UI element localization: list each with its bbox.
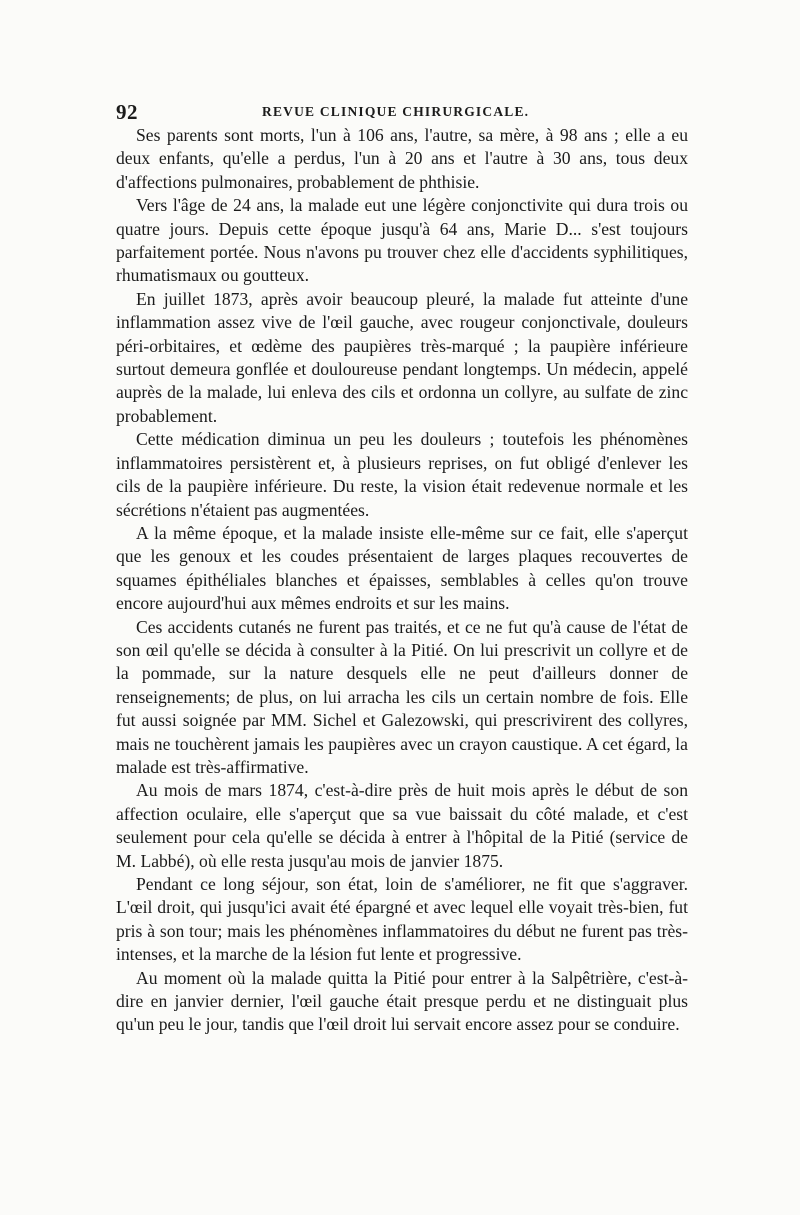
- paragraph-medication: Cette médication diminua un peu les douleurs ; toutefois les phénomènes inflammatoires persistèrent et, à plusieurs reprises, on fut obligé d'enlever les cils de la paupière inférieure. Du reste, la vision était redevenue normale et les sécrétions n'étaient pas augmentées.: [116, 429, 688, 520]
- paragraph-cutaneous-accidents: Ces accidents cutanés ne furent pas traités, et ce ne fut qu'à cause de l'état de son œil qu'elle se décida à consulter à la Pitié. On lui prescrivit un collyre et de la pommade, sur la nature desquels elle ne peut d'ailleurs donner de renseignements; de plus, on lui arracha les cils un certain nombre de fois. Elle fut aussi soignée par MM. Sichel et Galezowski, qui prescrivirent des collyres, mais ne touchèrent jamais les paupières avec un crayon caustique. A cet égard, la malade est très-affirmative.: [116, 616, 688, 777]
- running-title: REVUE CLINIQUE CHIRURGICALE.: [262, 104, 530, 119]
- paragraph-july-1873: En juillet 1873, après avoir beaucoup pleuré, la malade fut atteinte d'une inflammation assez vive de l'œil gauche, avec rougeur conjonctivale, douleurs péri-orbitaires, et œdème des paupières très-marqué ; la paupière inférieure surtout demeura gonflée et douloureuse pendant longtemps. Un médecin, appelé auprès de la malade, lui enleva des cils et ordonna un collyre, au sulfate de zinc probablement.: [116, 288, 688, 426]
- book-page: [116, 0, 688, 1215]
- body-text: [116, 124, 688, 1037]
- page-header: [116, 100, 688, 124]
- paragraph-salpetriere: Au moment où la malade quitta la Pitié pour entrer à la Salpêtrière, c'est-à-dire en janvier dernier, l'œil gauche était presque perdu et ne distinguait plus qu'un peu le jour, tandis que l'œil droit lui servait encore assez pour se conduire.: [116, 967, 688, 1035]
- paragraph-parents: Ses parents sont morts, l'un à 106 ans, l'autre, sa mère, à 98 ans ; elle a eu deux enfants, qu'elle a perdus, l'un à 20 ans et l'autre à 30 ans, tous deux d'affections pulmonaires, probablement de phthisie.: [116, 125, 688, 192]
- page-number: 92: [116, 100, 138, 124]
- paragraph-skin-plaques: A la même époque, et la malade insiste elle-même sur ce fait, elle s'aperçut que les genoux et les coudes présentaient de larges plaques recouvertes de squames épithéliales blanches et épaisses, semblables à celles qu'on trouve encore aujourd'hui aux mêmes endroits et sur les mains.: [116, 522, 688, 614]
- paragraph-long-stay: Pendant ce long séjour, son état, loin de s'améliorer, ne fit que s'aggraver. L'œil droit, qui jusqu'ici avait été épargné et avec lequel elle voyait très-bien, fut pris à son tour; mais les phénomènes inflammatoires du début ne furent pas très-intenses, et la marche de la lésion fut lente et progressive.: [116, 874, 688, 965]
- paragraph-conjunctivitis: Vers l'âge de 24 ans, la malade eut une légère conjonctivite qui dura trois ou quatre jours. Depuis cette époque jusqu'à 64 ans, Marie D... s'est toujours parfaitement portée. Nous n'avons pu trouver chez elle d'accidents syphilitiques, rhumatismaux ou goutteux.: [116, 195, 688, 286]
- paragraph-march-1874: Au mois de mars 1874, c'est-à-dire près de huit mois après le début de son affection oculaire, elle s'aperçut que sa vue baissait du côté malade, et c'est seulement pour cela qu'elle se décida à entrer à l'hôpital de la Pitié (service de M. Labbé), où elle resta jusqu'au mois de janvier 1875.: [116, 780, 688, 871]
